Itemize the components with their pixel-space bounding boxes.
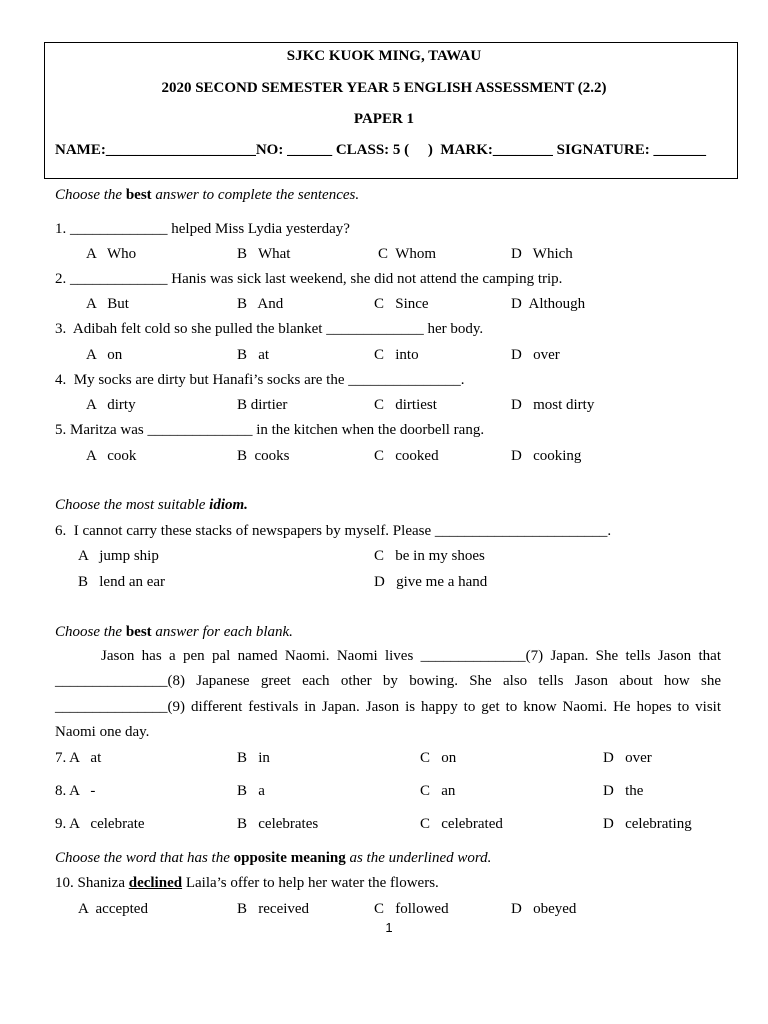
q4-option-d[interactable]: D most dirty <box>511 397 595 413</box>
section3-instruction: Choose the best answer for each blank. <box>55 624 293 640</box>
q3-option-b[interactable]: B at <box>237 347 270 363</box>
q10-option-a[interactable]: A accepted <box>78 901 148 917</box>
q9-option-a[interactable]: 9. A celebrate <box>55 816 145 832</box>
underlined-word: declined <box>128 875 183 891</box>
student-info-fields: NAME:____________________NO: ______ CLASS: 5 ( ) MARK:________ SIGNATURE: _______ <box>55 142 706 158</box>
q8-option-a[interactable]: 8. A - <box>55 783 96 799</box>
q2-option-d[interactable]: D Although <box>511 296 586 312</box>
q9-option-b[interactable]: B celebrates <box>237 816 319 832</box>
q2-option-b[interactable]: B And <box>237 296 284 312</box>
q3-option-d[interactable]: D over <box>511 347 560 363</box>
q4-option-b[interactable]: B dirtier <box>237 397 288 413</box>
q7-option-d[interactable]: D over <box>603 750 652 766</box>
question-10: 10. Shaniza declined Laila’s offer to help her water the flowers. <box>55 875 439 891</box>
q8-option-c[interactable]: C an <box>420 783 456 799</box>
section1-instruction: Choose the best answer to complete the sentences. <box>55 187 360 203</box>
passage: Jason has a pen pal named Naomi. Naomi lives ______________(7) Japan. She tells Jason that _______________(8) Japanese greet each other by bowing. She also tells Jason about how she _______________(9) different festivals in Japan. Jason is happy to get to know Naomi. He hopes to visit Naomi one day. <box>55 648 721 740</box>
q6-option-b[interactable]: B lend an ear <box>78 574 166 590</box>
q3-option-c[interactable]: C into <box>374 347 419 363</box>
q3-option-a[interactable]: A on <box>86 347 123 363</box>
question-3: 3. Adibah felt cold so she pulled the blanket _____________ her body. <box>55 321 484 337</box>
q7-option-a[interactable]: 7. A at <box>55 750 102 766</box>
q1-option-d[interactable]: D Which <box>511 246 573 262</box>
q10-option-d[interactable]: D obeyed <box>511 901 577 917</box>
q8-option-d[interactable]: D the <box>603 783 644 799</box>
q8-option-b[interactable]: B a <box>237 783 265 799</box>
question-6: 6. I cannot carry these stacks of newspapers by myself. Please _______________________. <box>55 523 612 539</box>
q10-option-c[interactable]: C followed <box>374 901 449 917</box>
q10-option-b[interactable]: B received <box>237 901 310 917</box>
q1-option-c[interactable]: C Whom <box>378 246 437 262</box>
question-5: 5. Maritza was ______________ in the kitchen when the doorbell rang. <box>55 422 485 438</box>
q2-option-c[interactable]: C Since <box>374 296 429 312</box>
section2-instruction: Choose the most suitable idiom. <box>55 497 248 513</box>
question-2: 2. _____________ Hanis was sick last weekend, she did not attend the camping trip. <box>55 271 563 287</box>
q4-option-a[interactable]: A dirty <box>86 397 136 413</box>
school-name: SJKC KUOK MING, TAWAU <box>286 48 482 64</box>
paper-title: PAPER 1 <box>353 111 415 127</box>
question-4: 4. My socks are dirty but Hanafi’s socks are the _______________. <box>55 372 465 388</box>
q5-option-b[interactable]: B cooks <box>237 448 290 464</box>
section4-instruction: Choose the word that has the opposite meaning as the underlined word. <box>55 850 492 866</box>
question-1: 1. _____________ helped Miss Lydia yesterday? <box>55 221 350 237</box>
q7-option-b[interactable]: B in <box>237 750 270 766</box>
q5-option-d[interactable]: D cooking <box>511 448 582 464</box>
q6-option-d[interactable]: D give me a hand <box>374 574 488 590</box>
q2-option-a[interactable]: A But <box>86 296 129 312</box>
q9-option-c[interactable]: C celebrated <box>420 816 503 832</box>
q1-option-b[interactable]: B What <box>237 246 291 262</box>
page-number: 1 <box>385 920 393 935</box>
q6-option-c[interactable]: C be in my shoes <box>374 548 485 564</box>
q5-option-a[interactable]: A cook <box>86 448 137 464</box>
q1-option-a[interactable]: A Who <box>86 246 137 262</box>
q9-option-d[interactable]: D celebrating <box>603 816 692 832</box>
assessment-title: 2020 SECOND SEMESTER YEAR 5 ENGLISH ASSESSMENT (2.2) <box>161 80 607 96</box>
q5-option-c[interactable]: C cooked <box>374 448 439 464</box>
q4-option-c[interactable]: C dirtiest <box>374 397 437 413</box>
q7-option-c[interactable]: C on <box>420 750 457 766</box>
q6-option-a[interactable]: A jump ship <box>78 548 159 564</box>
